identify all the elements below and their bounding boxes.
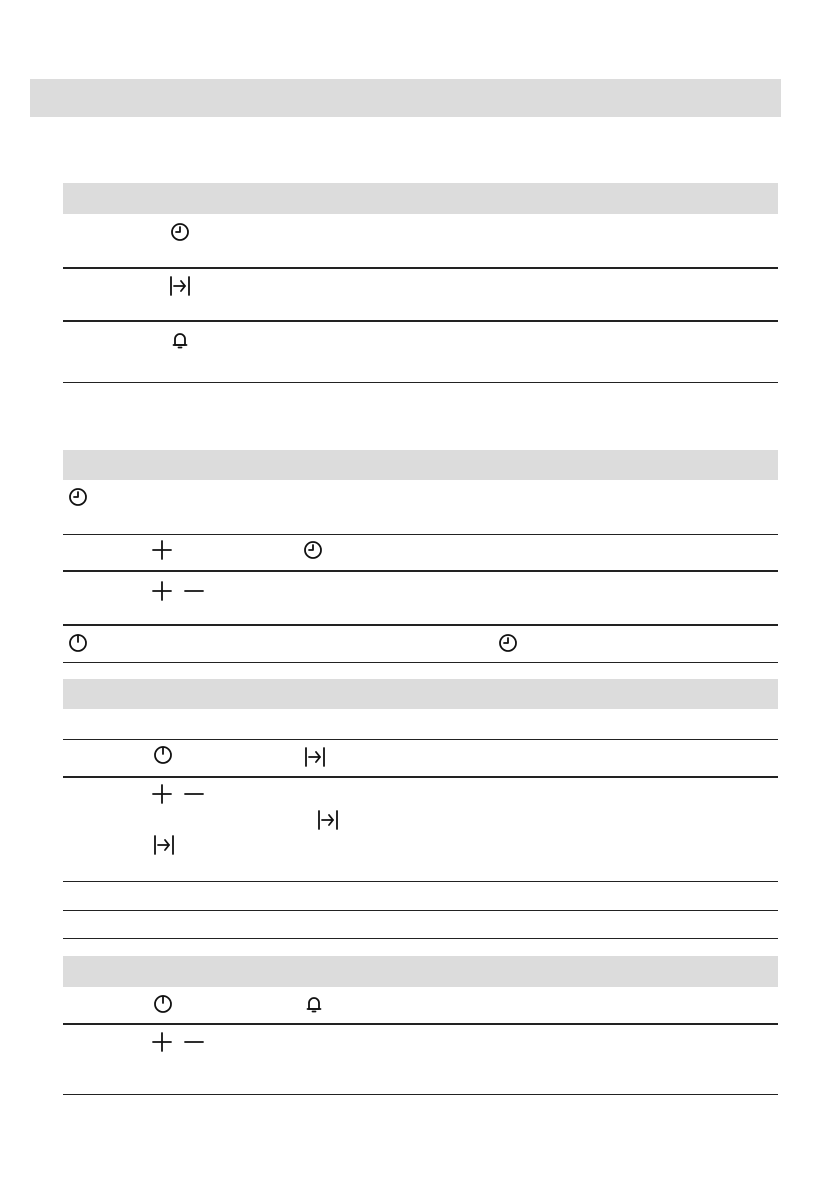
bell-icon — [170, 330, 190, 350]
clock-icon — [170, 222, 190, 242]
timer-icon — [153, 745, 173, 765]
table-divider — [63, 382, 778, 383]
table-divider — [63, 1094, 778, 1095]
duration-arrow-icon — [305, 747, 325, 767]
duration-arrow-icon — [170, 276, 190, 296]
table-divider — [63, 267, 778, 269]
table-divider — [63, 662, 778, 663]
table-divider — [63, 739, 778, 740]
table-divider — [63, 881, 778, 882]
duration-arrow-icon — [154, 835, 174, 855]
table-header-minute-minder — [63, 956, 778, 987]
page-title-band — [30, 79, 781, 117]
table-divider — [63, 570, 778, 572]
timer-icon — [153, 994, 173, 1014]
table-divider — [63, 910, 778, 911]
table-header-duration — [63, 679, 778, 709]
clock-icon — [68, 487, 88, 507]
minus-icon — [184, 1032, 204, 1052]
clock-icon — [303, 540, 323, 560]
table-divider — [63, 320, 778, 322]
bell-icon — [304, 994, 324, 1014]
plus-icon — [152, 1032, 172, 1052]
minus-icon — [184, 784, 204, 804]
table-divider — [63, 1023, 778, 1025]
table-divider — [63, 624, 778, 626]
plus-icon — [152, 581, 172, 601]
minus-icon — [184, 581, 204, 601]
duration-arrow-icon — [318, 810, 338, 830]
plus-icon — [152, 540, 172, 560]
table-header-symbols — [63, 183, 778, 214]
table-divider — [63, 534, 778, 535]
table-header-clock — [63, 450, 778, 480]
clock-icon — [498, 633, 518, 653]
timer-icon — [68, 633, 88, 653]
table-divider — [63, 938, 778, 939]
table-divider — [63, 776, 778, 778]
plus-icon — [152, 784, 172, 804]
